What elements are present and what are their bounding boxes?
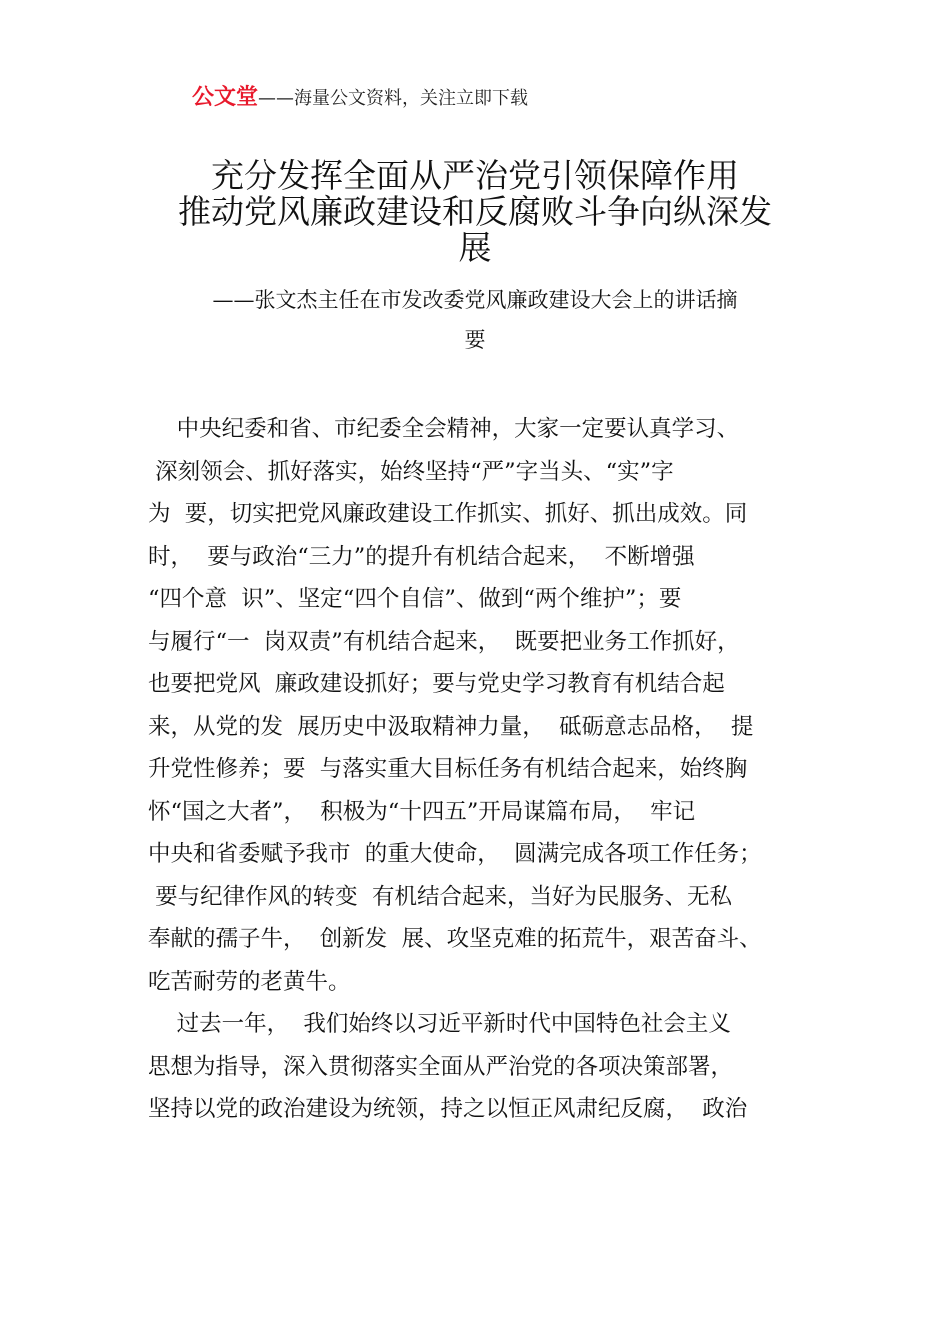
- document-subtitle: [150, 280, 800, 360]
- body-line: 也要把党风 廉政建设抓好；要与党史学习教育有机结合起: [148, 671, 725, 697]
- body-line: 过去一年， 我们始终以习近平新时代中国特色社会主义: [148, 1011, 731, 1037]
- body-line: 时， 要与政治“三力”的提升有机结合起来， 不断增强: [148, 543, 695, 570]
- body-line: 深刻领会、抓好落实，始终坚持“严”字当头、“实”字: [148, 458, 674, 485]
- subtitle-line: ——张文杰主任在市发改委党风廉政建设大会上的讲话摘: [212, 288, 738, 312]
- header-tagline: ——海量公文资料，关注立即下载: [258, 88, 529, 109]
- body-line: 思想为指导，深入贯彻落实全面从严治党的各项决策部署，: [148, 1053, 734, 1080]
- document-title: [150, 158, 800, 266]
- header-banner: [192, 84, 528, 113]
- body-line: “四个意 识”、坚定“四个自信”、做到“两个维护”；要: [148, 586, 682, 612]
- body-line: 为 要，切实把党风廉政建设工作抓实、抓好、抓出成效。同: [148, 501, 748, 527]
- body-line: 怀“国之大者”， 积极为“十四五”开局谋篇布局， 牢记: [148, 798, 696, 825]
- body-line: 与履行“一 岗双责”有机结合起来， 既要把业务工作抓好，: [148, 628, 740, 655]
- body-line: 坚持以党的政治建设为统领，持之以恒正风肃纪反腐， 政治: [148, 1096, 748, 1122]
- title-line: 充分发挥全面从严治党引领保障作用: [211, 156, 739, 195]
- body-line: 奉献的孺子牛， 创新发 展、攻坚克难的拓荒牛，艰苦奋斗、: [148, 926, 762, 952]
- subtitle-line: 要: [464, 328, 486, 352]
- body-line: 来，从党的发 展历史中汲取精神力量， 砥砺意志品格， 提: [148, 713, 754, 740]
- body-line: 吃苦耐劳的老黄牛。: [148, 968, 351, 995]
- body-line: 要与纪律作风的转变 有机结合起来，当好为民服务、无私: [148, 883, 732, 910]
- title-line: 展: [458, 228, 492, 267]
- title-line: 推动党风廉政建设和反腐败斗争向纵深发: [178, 192, 772, 231]
- body-line: 中央纪委和省、市纪委全会精神，大家一定要认真学习、: [148, 416, 740, 442]
- brand-name: 公文堂: [192, 85, 259, 110]
- document-body: [148, 408, 828, 1131]
- body-line: 中央和省委赋予我市 的重大使命， 圆满完成各项工作任务；: [148, 841, 762, 867]
- body-line: 升党性修养；要 与落实重大目标任务有机结合起来，始终胸: [148, 756, 748, 782]
